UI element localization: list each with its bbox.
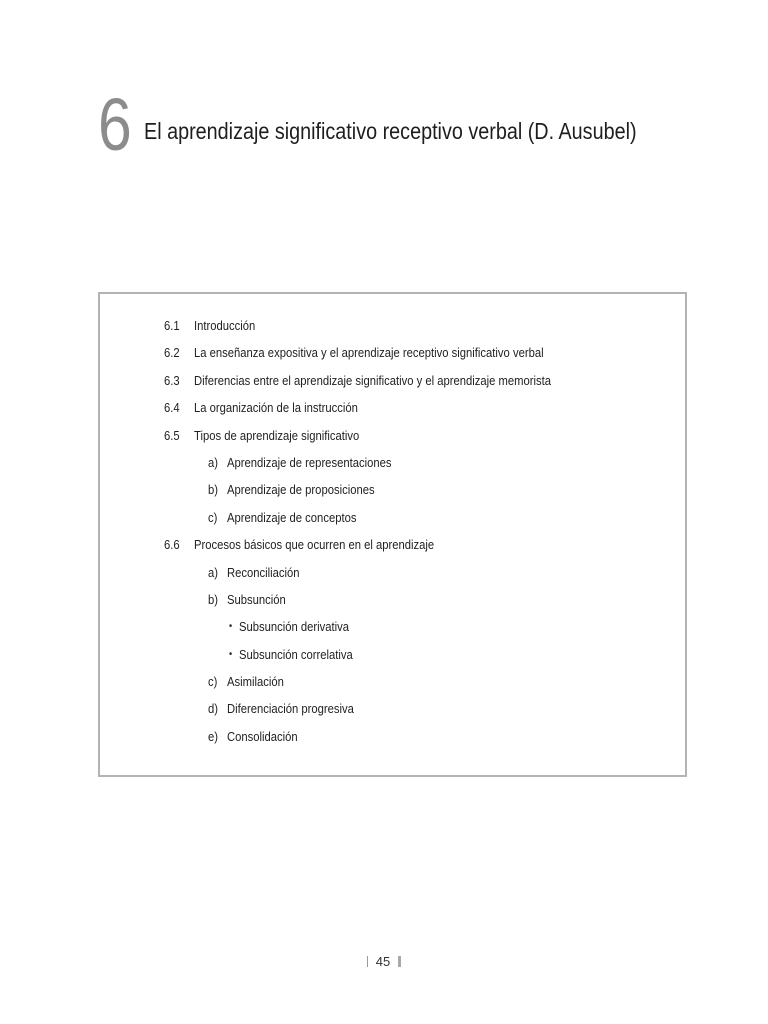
toc-subitem (164, 699, 674, 726)
toc-item-number: a) (208, 565, 219, 580)
toc-item-text: Subsunción (227, 592, 286, 607)
bullet-icon: • (229, 648, 233, 660)
toc-item-6-4 (164, 398, 674, 425)
toc-item-number: 6.6 (164, 538, 180, 553)
toc-item-text: Subsunción derivativa (239, 620, 350, 635)
toc-item-number: 6.4 (164, 401, 180, 416)
toc-subitem (164, 508, 674, 535)
chapter-title: El aprendizaje significativo receptivo verbal (D. Ausubel) (144, 118, 637, 144)
toc-item-text: Diferenciación progresiva (227, 702, 354, 717)
bullet-icon: • (229, 621, 233, 633)
toc-item-number: b) (208, 592, 219, 607)
toc-item-6-1 (164, 316, 674, 343)
chapter-header (98, 83, 738, 166)
toc-item-text: Introducción (194, 319, 256, 333)
chapter-number: 6 (98, 83, 132, 166)
toc-item-number: a) (208, 455, 219, 470)
toc-subitem (164, 480, 674, 507)
toc-item-text: Consolidación (227, 729, 298, 744)
toc-item-text: Procesos básicos que ocurren en el aprendizaje (194, 538, 435, 553)
toc-item-text: Aprendizaje de conceptos (227, 510, 357, 525)
toc-item-number: b) (208, 483, 219, 498)
toc-subitem (164, 590, 674, 617)
toc-subitem (164, 453, 674, 480)
toc-subitem (164, 672, 674, 699)
toc-item-number: c) (208, 510, 218, 525)
toc-item-6-3 (164, 371, 674, 398)
toc-item-number: d) (208, 702, 219, 717)
table-of-contents (98, 292, 687, 777)
toc-item-number: c) (208, 675, 218, 690)
toc-item-text: Aprendizaje de proposiciones (227, 483, 375, 498)
toc-bullet-item (164, 645, 674, 672)
toc-item-text: Subsunción correlativa (239, 647, 353, 662)
toc-item-number: 6.2 (164, 346, 180, 361)
toc-item-text: La enseñanza expositiva y el aprendizaje receptivo significativo verbal (194, 346, 544, 361)
toc-list (164, 316, 674, 754)
toc-item-text: Reconciliación (227, 565, 300, 580)
page-number: 45 (375, 954, 391, 969)
toc-item-number: 6.5 (164, 428, 180, 443)
toc-subitem (164, 727, 674, 754)
toc-item-text: Asimilación (227, 675, 284, 690)
toc-subitem (164, 563, 674, 590)
toc-item-text: Tipos de aprendizaje significativo (194, 428, 360, 443)
toc-item-number: 6.3 (164, 373, 180, 388)
toc-bullet-item (164, 617, 674, 644)
footer-divider-left (367, 956, 368, 967)
toc-item-6-6 (164, 535, 674, 562)
toc-item-6-2 (164, 343, 674, 370)
footer-divider-right (398, 956, 401, 967)
toc-item-6-5 (164, 426, 674, 453)
page-footer (0, 952, 768, 972)
toc-item-number: e) (208, 729, 219, 744)
toc-item-number: 6.1 (164, 319, 180, 333)
toc-item-text: La organización de la instrucción (194, 401, 358, 416)
toc-item-text: Aprendizaje de representaciones (227, 455, 392, 470)
toc-item-text: Diferencias entre el aprendizaje significativo y el aprendizaje memorista (194, 373, 552, 388)
